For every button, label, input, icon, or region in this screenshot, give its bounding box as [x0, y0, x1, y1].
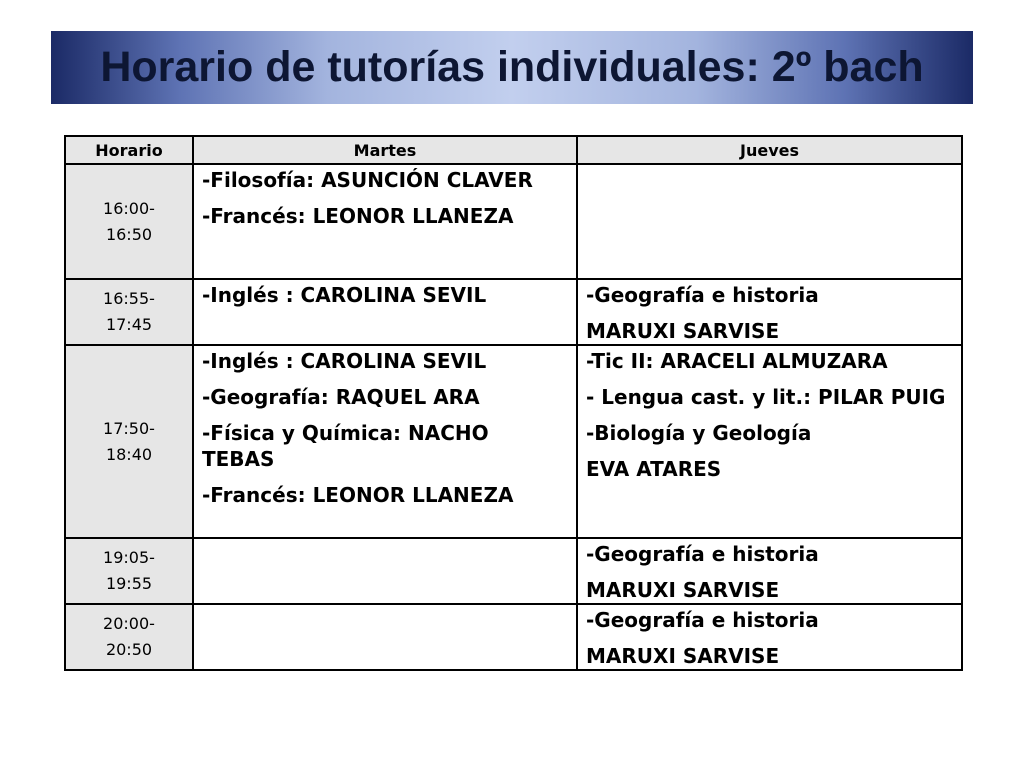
table-row — [65, 279, 962, 345]
time-end: 18:40 — [105, 444, 153, 464]
tutoria-entry: -Inglés : CAROLINA SEVIL — [202, 283, 487, 307]
martes-cell — [193, 164, 577, 279]
time-cell — [65, 279, 193, 345]
jueves-cell — [577, 279, 962, 345]
title-banner — [51, 31, 973, 104]
martes-cell — [193, 279, 577, 345]
table-row — [65, 164, 962, 279]
time-cell — [65, 164, 193, 279]
martes-cell — [193, 604, 577, 670]
time-start: 16:55- — [103, 289, 155, 308]
martes-cell — [193, 345, 577, 538]
time-start: 16:00- — [103, 198, 155, 218]
tutoria-entry: -Geografía e historia — [586, 283, 819, 307]
tutoria-entry: -Geografía: RAQUEL ARA — [202, 385, 480, 409]
page-title: Horario de tutorías individuales: 2º bach — [100, 43, 924, 91]
tutoria-entry: EVA ATARES — [586, 457, 722, 481]
tutoria-entry: MARUXI SARVISE — [586, 644, 780, 668]
header-row — [65, 136, 962, 164]
jueves-cell — [577, 345, 962, 538]
tutoria-entry: -Francés: LEONOR LLANEZA — [202, 483, 514, 507]
tutoria-entry: -Inglés : CAROLINA SEVIL — [202, 349, 487, 373]
time-end: 20:50 — [105, 640, 153, 659]
schedule-table — [64, 135, 963, 671]
time-start: 19:05- — [103, 548, 155, 567]
jueves-cell — [577, 604, 962, 670]
time-start: 17:50- — [103, 418, 155, 438]
tutoria-entry: -Física y Química: NACHO TEBAS — [202, 421, 489, 471]
jueves-cell — [577, 164, 962, 279]
tutoria-entry: MARUXI SARVISE — [586, 319, 780, 343]
table-row — [65, 345, 962, 538]
tutoria-entry: - Lengua cast. y lit.: PILAR PUIG — [586, 385, 946, 409]
time-end: 17:45 — [105, 315, 153, 334]
header-martes: Martes — [193, 136, 577, 164]
tutoria-entry: -Geografía e historia — [586, 608, 819, 632]
time-cell — [65, 604, 193, 670]
time-end: 19:55 — [105, 574, 153, 593]
header-jueves: Jueves — [577, 136, 962, 164]
tutoria-entry: -Tic II: ARACELI ALMUZARA — [586, 349, 888, 373]
tutoria-entry: MARUXI SARVISE — [586, 578, 780, 602]
tutoria-entry: -Biología y Geología — [586, 421, 812, 445]
martes-cell — [193, 538, 577, 604]
time-end: 16:50 — [105, 224, 153, 244]
header-horario: Horario — [65, 136, 193, 164]
tutoria-entry: -Francés: LEONOR LLANEZA — [202, 204, 514, 228]
table-row — [65, 604, 962, 670]
time-cell — [65, 345, 193, 538]
jueves-cell — [577, 538, 962, 604]
time-cell — [65, 538, 193, 604]
time-start: 20:00- — [103, 614, 155, 633]
tutoria-entry: -Geografía e historia — [586, 542, 819, 566]
table-row — [65, 538, 962, 604]
tutoria-entry: -Filosofía: ASUNCIÓN CLAVER — [202, 168, 533, 192]
